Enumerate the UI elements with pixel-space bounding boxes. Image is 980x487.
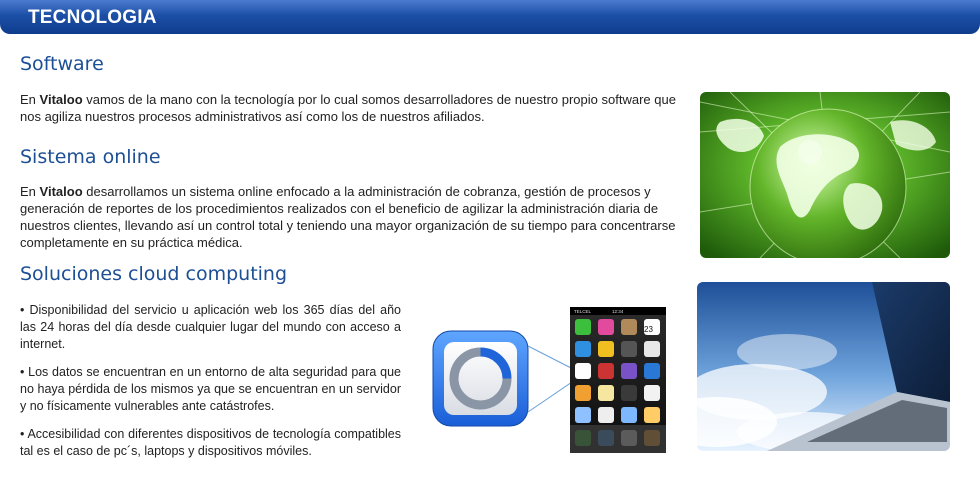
phone-app-tile [598, 319, 614, 335]
laptop-sky-image [697, 282, 950, 451]
phone-app-tile [621, 319, 637, 335]
cloud-bullet-1: • Disponibilidad del servicio u aplicación web los 365 días del año las 24 horas del día desde cualquier lugar del mundo con acceso a internet. [20, 303, 401, 351]
phone-app-tile [598, 341, 614, 357]
header-bar [0, 0, 980, 34]
software-text: vamos de la mano con la tecnología por lo cual somos desarrolladores de nuestro propio software que nos agiliza nuestros procesos administrativos así como los de nuestros afiliados. [20, 92, 676, 124]
phone-app-tile [621, 363, 637, 379]
phone-app-tile [644, 341, 660, 357]
phone-time: 12:34 [612, 309, 624, 314]
phone-app-tile [575, 385, 591, 401]
online-heading: Sistema online [20, 146, 161, 168]
phone-app-tile [644, 385, 660, 401]
page-title: TECNOLOGIA [28, 7, 157, 28]
phone-app-tile [621, 341, 637, 357]
phone-app-tile [575, 341, 591, 357]
cloud-bullet-2: • Los datos se encuentran en un entorno de alta seguridad para que no haya pérdida de los mismos ya que se encuentran en un servidor y no físicamente vulnerables ante catástrofes. [20, 365, 401, 413]
calendar-day: 23 [644, 325, 653, 334]
online-lead: En [20, 184, 36, 199]
app-icon [432, 330, 529, 427]
online-brand: Vitaloo [39, 184, 83, 199]
phone-app-tile [575, 363, 591, 379]
cloud-heading: Soluciones cloud computing [20, 263, 288, 285]
software-brand: Vitaloo [39, 92, 83, 107]
phone-app-tile [575, 319, 591, 335]
software-heading: Software [20, 53, 104, 75]
phone-app-tile [644, 363, 660, 379]
phone-carrier: TELCEL [574, 309, 592, 314]
smartphone-image [570, 307, 666, 453]
phone-app-tile [621, 407, 637, 423]
phone-app-tile [598, 407, 614, 423]
phone-app-tile [575, 407, 591, 423]
phone-app-tile [598, 363, 614, 379]
software-lead: En [20, 92, 36, 107]
cloud-bullet-3: • Accesibilidad con diferentes dispositivos de tecnología compatibles tal es el caso de pc´s, laptops y dispositivos móviles. [20, 427, 401, 458]
phone-app-tile [598, 385, 614, 401]
phone-app-tile [621, 385, 637, 401]
online-paragraph [20, 183, 680, 251]
software-paragraph [20, 91, 685, 125]
online-text: desarrollamos un sistema online enfocado a la administración de cobranza, gestión de procesos y generación de reportes de los procedimientos realizados con el beneficio de agilizar la administración diaria de nuestros clientes, llevando así un control total y teniendo una mayor organización de su tiempo para concentrarse completamente en su práctica médica. [20, 184, 676, 250]
phone-app-tile [644, 407, 660, 423]
globe-image [700, 92, 950, 258]
